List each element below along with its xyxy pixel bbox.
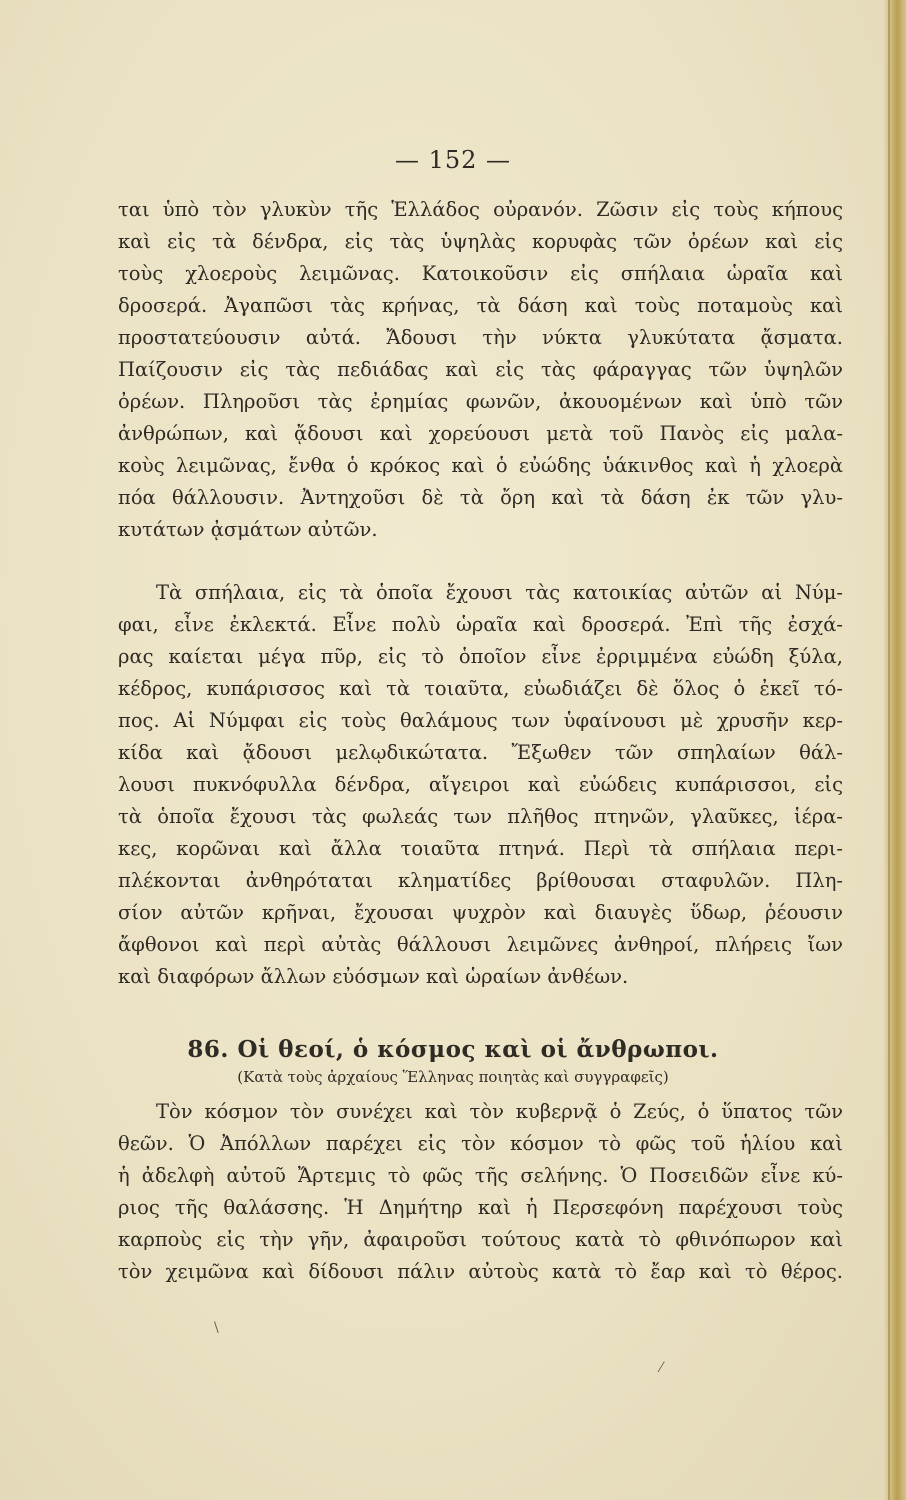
text-line: Παίζουσιν εἰς τὰς πεδιάδας καὶ εἰς τὰς φάραγγας τῶν ὑψηλῶν [118,358,843,381]
text-line: δροσερά. Ἀγαπῶσι τὰς κρήνας, τὰ δάση καὶ τοὺς ποταμοὺς καὶ [118,294,843,317]
text-line: Τὸν κόσμον τὸν συνέχει καὶ τὸν κυβερνᾷ ὁ Ζεύς, ὁ ὕπατος τῶν [156,1100,843,1123]
text-line: κέδρος, κυπάρισσος καὶ τὰ τοιαῦτα, εὐωδιάζει δὲ ὅλος ὁ ἐκεῖ τό- [118,677,843,700]
text-line: τοὺς χλοεροὺς λειμῶνας. Κατοικοῦσιν εἰς σπήλαια ὡραῖα καὶ [118,262,843,285]
text-line: Τὰ σπήλαια, εἰς τὰ ὁποῖα ἔχουσι τὰς κατοικίας αὐτῶν αἱ Νύμ- [156,581,843,604]
text-line: καρποὺς εἰς τὴν γῆν, ἀφαιροῦσι τούτους κατὰ τὸ φθινόπωρον καὶ [118,1228,843,1251]
text-line: λουσι πυκνόφυλλα δένδρα, αἴγειροι καὶ εὐώδεις κυπάρισσοι, εἰς [118,773,843,796]
text-line: τὰ ὁποῖα ἔχουσι τὰς φωλεάς των πλῆθος πτηνῶν, γλαῦκες, ἱέρα- [118,805,843,828]
paragraph-1 [118,194,843,546]
pencil-mark: ⁄ [660,1360,663,1376]
text-line: φαι, εἶνε ἐκλεκτά. Εἶνε πολὺ ὡραῖα καὶ δροσερά. Ἐπὶ τῆς ἐσχά- [118,613,843,636]
text-line: καὶ διαφόρων ἄλλων εὐόσμων καὶ ὡραίων ἀνθέων. [118,965,629,988]
text-line: ριος τῆς θαλάσσης. Ἡ Δημήτηρ καὶ ἡ Περσεφόνη παρέχουσι τοὺς [118,1196,843,1219]
page-number: — 152 — [394,146,512,174]
text-line: κοὺς λειμῶνας, ἔνθα ὁ κρόκος καὶ ὁ εὐώδης ὑάκινθος καὶ ἡ χλοερὰ [118,454,843,477]
text-line: ρας καίεται μέγα πῦρ, εἰς τὸ ὁποῖον εἶνε ἐρριμμένα εὐώδη ξύλα, [118,645,843,668]
text-line: θεῶν. Ὁ Ἀπόλλων παρέχει εἰς τὸν κόσμον τὸ φῶς τοῦ ἡλίου καὶ [118,1132,843,1155]
section-heading: 86. Οἱ θεοί, ὁ κόσμος καὶ οἱ ἄνθρωποι. [187,1036,719,1063]
text-line: ἄφθονοι καὶ περὶ αὐτὰς θάλλουσι λειμῶνες ἀνθηροί, πλήρεις ἴων [118,933,843,956]
text-line: ἡ ἀδελφὴ αὐτοῦ Ἄρτεμις τὸ φῶς τῆς σελήνης. Ὁ Ποσειδῶν εἶνε κύ- [118,1164,843,1187]
text-line: ὀρέων. Πληροῦσι τὰς ἐρημίας φωνῶν, ἀκουομένων καὶ ὑπὸ τῶν [118,390,843,413]
text-line: σίον αὐτῶν κρῆναι, ἔχουσαι ψυχρὸν καὶ διαυγὲς ὕδωρ, ῥέουσιν [118,901,843,924]
pencil-mark: \ [214,1320,219,1336]
section-subheading: (Κατὰ τοὺς ἀρχαίους Ἕλληνας ποιητὰς καὶ συγγραφεῖς) [237,1068,669,1086]
paragraph-3 [118,1096,843,1288]
text-line: ται ὑπὸ τὸν γλυκὺν τῆς Ἑλλάδος οὐρανόν. Ζῶσιν εἰς τοὺς κήπους [118,198,843,221]
text-line: πλέκονται ἀνθηρόταται κληματίδες βρίθουσαι σταφυλῶν. Πλη- [118,869,843,892]
text-line: πόα θάλλουσιν. Ἀντηχοῦσι δὲ τὰ ὄρη καὶ τὰ δάση ἐκ τῶν γλυ- [118,486,843,509]
page-edge-shadow [888,0,890,1500]
paragraph-2 [118,577,843,993]
text-line: κες, κορῶναι καὶ ἄλλα τοιαῦτα πτηνά. Περὶ τὰ σπήλαια περι- [118,837,843,860]
text-line: ἀνθρώπων, καὶ ᾄδουσι καὶ χορεύουσι μετὰ τοῦ Πανὸς εἰς μαλα- [118,422,843,445]
text-line: καὶ εἰς τὰ δένδρα, εἰς τὰς ὑψηλὰς κορυφὰς τῶν ὀρέων καὶ εἰς [118,230,843,253]
text-line: κίδα καὶ ᾄδουσι μελῳδικώτατα. Ἔξωθεν τῶν σπηλαίων θάλ- [118,741,843,764]
text-line: κυτάτων ᾀσμάτων αὐτῶν. [118,518,378,541]
text-line: τὸν χειμῶνα καὶ δίδουσι πάλιν αὐτοὺς κατὰ τὸ ἔαρ καὶ τὸ θέρος. [118,1260,843,1283]
text-line: προστατεύουσιν αὐτά. Ἄδουσι τὴν νύκτα γλυκύτατα ᾄσματα. [118,326,843,349]
text-line: πος. Αἱ Νύμφαι εἰς τοὺς θαλάμους των ὑφαίνουσι μὲ χρυσῆν κερ- [118,709,843,732]
